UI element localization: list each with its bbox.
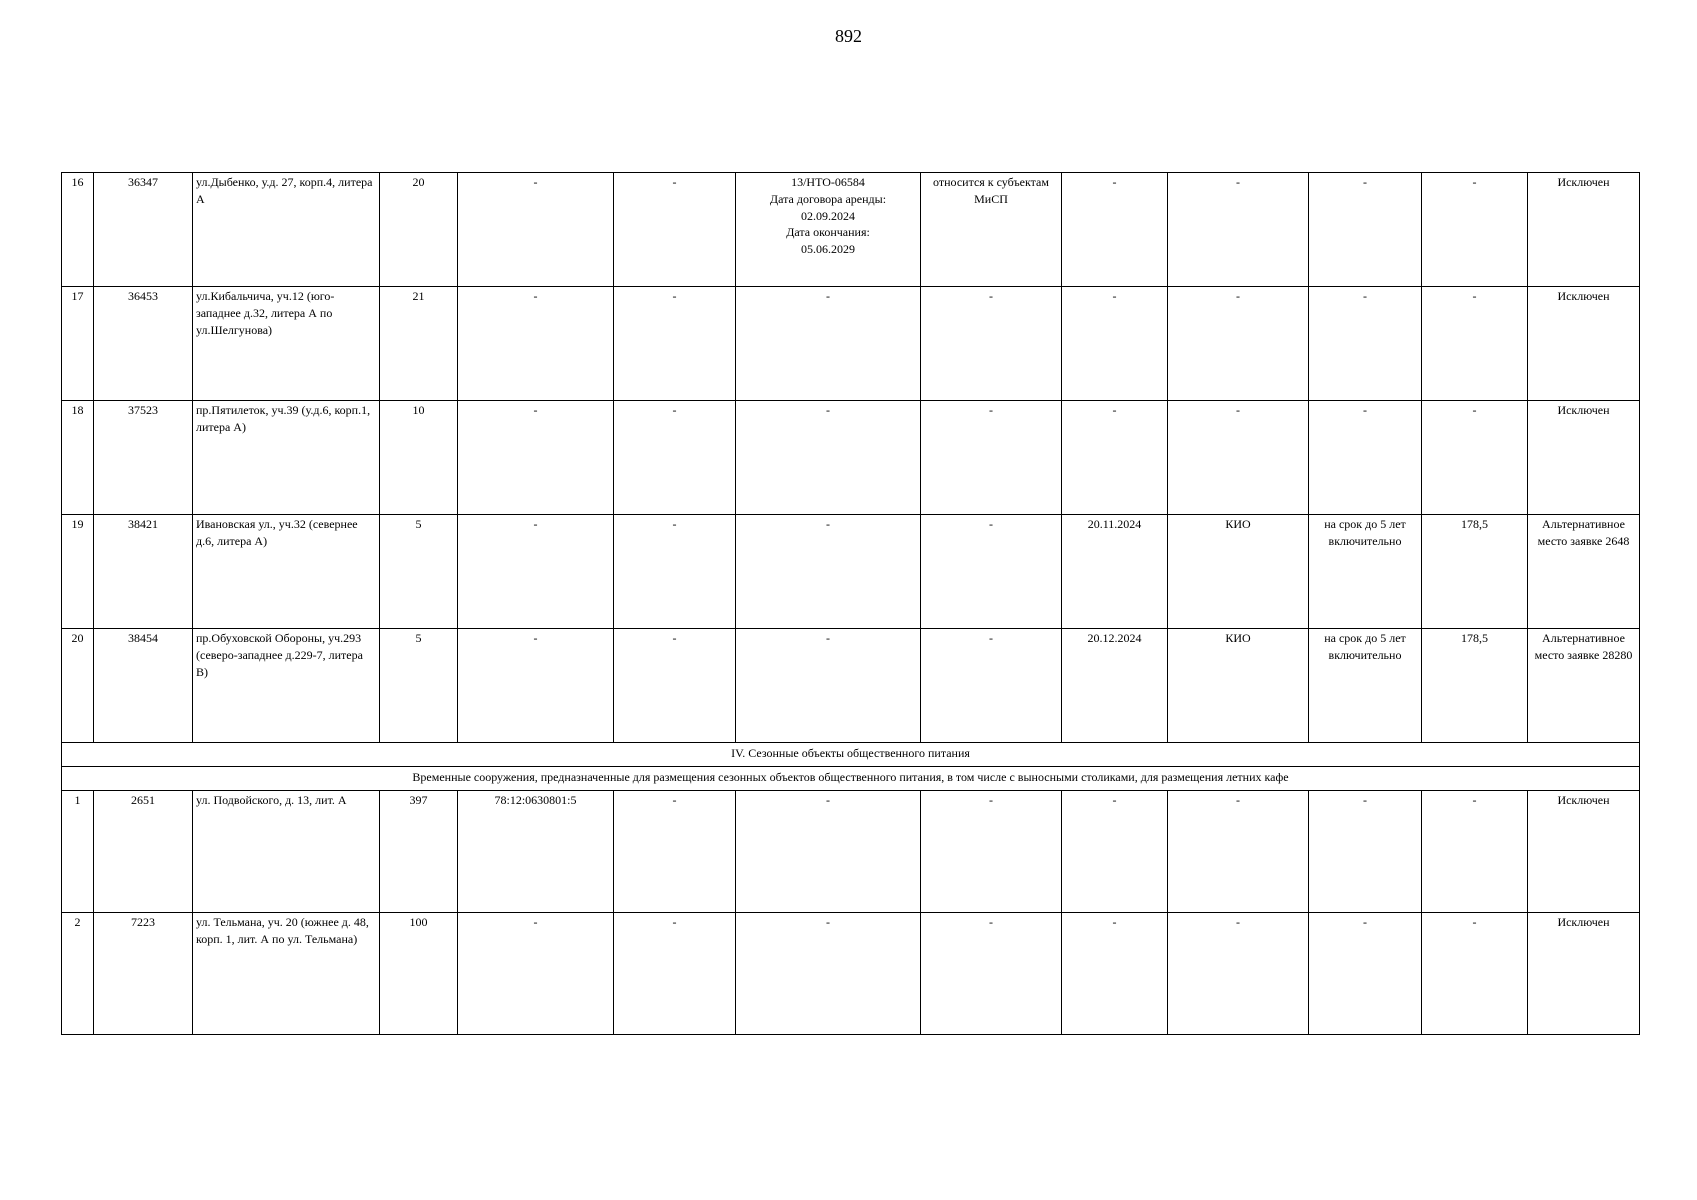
price-cell: 178,5 — [1422, 629, 1528, 743]
area-cell: 5 — [380, 629, 458, 743]
row-number-cell: 17 — [62, 287, 94, 401]
cadastral-number-cell: 78:12:0630801:5 — [458, 791, 614, 913]
table-row — [62, 913, 1640, 1035]
date-cell: - — [1062, 173, 1168, 287]
subsection-heading-row — [62, 767, 1640, 791]
area-cell: 100 — [380, 913, 458, 1035]
organ-cell: - — [1168, 913, 1309, 1035]
organ-cell: - — [1168, 401, 1309, 515]
column-6-cell: - — [614, 629, 736, 743]
category-cell: - — [921, 401, 1062, 515]
price-cell: - — [1422, 913, 1528, 1035]
price-cell: - — [1422, 791, 1528, 913]
object-id-cell: 36347 — [94, 173, 193, 287]
term-cell: - — [1309, 173, 1422, 287]
table-row — [62, 515, 1640, 629]
contract-line: Дата окончания: — [786, 225, 870, 240]
contract-line: 05.06.2029 — [801, 242, 855, 257]
price-cell: 178,5 — [1422, 515, 1528, 629]
row-number-cell: 19 — [62, 515, 94, 629]
status-cell: Исключен — [1528, 173, 1640, 287]
column-6-cell: - — [614, 791, 736, 913]
table-row — [62, 629, 1640, 743]
address-cell: пр.Пятилеток, уч.39 (у.д.6, корп.1, литера А) — [193, 401, 380, 515]
row-number-cell: 2 — [62, 913, 94, 1035]
date-cell: - — [1062, 791, 1168, 913]
contract-line: - — [826, 289, 830, 303]
object-id-cell: 36453 — [94, 287, 193, 401]
term-cell: на срок до 5 лет включительно — [1309, 629, 1422, 743]
organ-cell: КИО — [1168, 515, 1309, 629]
status-cell: Исключен — [1528, 913, 1640, 1035]
address-cell: ул.Дыбенко, у.д. 27, корп.4, литера А — [193, 173, 380, 287]
object-id-cell: 37523 — [94, 401, 193, 515]
contract-line: Дата договора аренды: — [769, 191, 887, 206]
category-cell: - — [921, 515, 1062, 629]
organ-cell: - — [1168, 173, 1309, 287]
row-number-cell: 18 — [62, 401, 94, 515]
category-cell: - — [921, 791, 1062, 913]
object-id-cell: 38421 — [94, 515, 193, 629]
organ-cell: КИО — [1168, 629, 1309, 743]
contract-line: - — [826, 915, 830, 929]
date-cell: - — [1062, 287, 1168, 401]
contract-cell — [736, 629, 921, 743]
area-cell: 21 — [380, 287, 458, 401]
address-cell: ул. Подвойского, д. 13, лит. А — [193, 791, 380, 913]
column-6-cell: - — [614, 173, 736, 287]
contract-line: 02.09.2024 — [801, 208, 855, 223]
object-id-cell: 38454 — [94, 629, 193, 743]
organ-cell: - — [1168, 791, 1309, 913]
contract-line: - — [826, 517, 830, 531]
row-number-cell: 16 — [62, 173, 94, 287]
cadastral-number-cell: - — [458, 173, 614, 287]
area-cell: 5 — [380, 515, 458, 629]
category-cell: - — [921, 629, 1062, 743]
area-cell: 397 — [380, 791, 458, 913]
status-cell: Альтернативное место заявке 2648 — [1528, 515, 1640, 629]
contract-cell — [736, 173, 921, 287]
cadastral-number-cell: - — [458, 287, 614, 401]
contract-line: 13/НТО-06584 — [791, 175, 865, 189]
page-number: 892 — [835, 26, 862, 46]
address-cell: пр.Обуховской Обороны, уч.293 (северо-западнее д.229-7, литера В) — [193, 629, 380, 743]
registry-table — [61, 172, 1640, 1035]
contract-cell — [736, 401, 921, 515]
contract-line: - — [826, 793, 830, 807]
object-id-cell: 7223 — [94, 913, 193, 1035]
column-6-cell: - — [614, 401, 736, 515]
cadastral-number-cell: - — [458, 515, 614, 629]
column-6-cell: - — [614, 515, 736, 629]
cadastral-number-cell: - — [458, 913, 614, 1035]
area-cell: 20 — [380, 173, 458, 287]
table-row — [62, 401, 1640, 515]
contract-cell — [736, 515, 921, 629]
contract-cell — [736, 287, 921, 401]
area-cell: 10 — [380, 401, 458, 515]
subsection-title: Временные сооружения, предназначенные для размещения сезонных объектов общественного питания, в том числе с выносными столиками, для размещения летних кафе — [62, 767, 1640, 791]
section-title: IV. Сезонные объекты общественного питания — [62, 743, 1640, 767]
object-id-cell: 2651 — [94, 791, 193, 913]
address-cell: ул.Кибальчича, уч.12 (юго-западнее д.32, литера А по ул.Шелгунова) — [193, 287, 380, 401]
table-row — [62, 287, 1640, 401]
price-cell: - — [1422, 401, 1528, 515]
term-cell: - — [1309, 913, 1422, 1035]
contract-line: - — [826, 631, 830, 645]
contract-cell — [736, 791, 921, 913]
cadastral-number-cell: - — [458, 401, 614, 515]
term-cell: на срок до 5 лет включительно — [1309, 515, 1422, 629]
section-heading-row — [62, 743, 1640, 767]
status-cell: Исключен — [1528, 401, 1640, 515]
contract-line: - — [826, 403, 830, 417]
organ-cell: - — [1168, 287, 1309, 401]
category-cell: - — [921, 913, 1062, 1035]
status-cell: Альтернативное место заявке 28280 — [1528, 629, 1640, 743]
table-row — [62, 791, 1640, 913]
status-cell: Исключен — [1528, 791, 1640, 913]
cadastral-number-cell: - — [458, 629, 614, 743]
term-cell: - — [1309, 287, 1422, 401]
row-number-cell: 1 — [62, 791, 94, 913]
date-cell: 20.11.2024 — [1062, 515, 1168, 629]
term-cell: - — [1309, 401, 1422, 515]
date-cell: - — [1062, 913, 1168, 1035]
column-6-cell: - — [614, 913, 736, 1035]
address-cell: Ивановская ул., уч.32 (севернее д.6, литера А) — [193, 515, 380, 629]
column-6-cell: - — [614, 287, 736, 401]
price-cell: - — [1422, 173, 1528, 287]
date-cell: 20.12.2024 — [1062, 629, 1168, 743]
status-cell: Исключен — [1528, 287, 1640, 401]
category-cell: - — [921, 287, 1062, 401]
address-cell: ул. Тельмана, уч. 20 (южнее д. 48, корп. 1, лит. А по ул. Тельмана) — [193, 913, 380, 1035]
term-cell: - — [1309, 791, 1422, 913]
category-cell: относится к субъектам МиСП — [921, 173, 1062, 287]
contract-cell — [736, 913, 921, 1035]
table-row — [62, 173, 1640, 287]
date-cell: - — [1062, 401, 1168, 515]
price-cell: - — [1422, 287, 1528, 401]
row-number-cell: 20 — [62, 629, 94, 743]
